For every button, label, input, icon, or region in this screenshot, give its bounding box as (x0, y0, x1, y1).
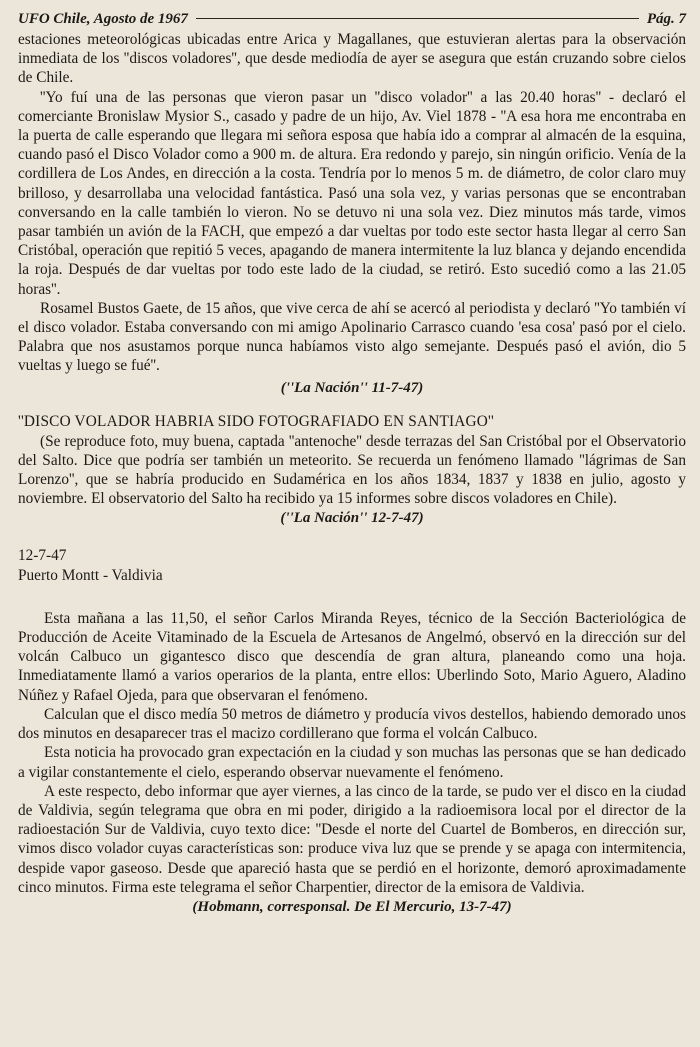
publication-title: UFO Chile, Agosto de 1967 (18, 11, 188, 27)
paragraph-photo-report: (Se reproduce foto, muy buena, captada ''antenoche'' desde terrazas del San Cristóbal por el Observatorio del Salto. Dice que podría ser también un meteorito. Se recuerda un fenómeno llamado ''lágrimas de San Lorenzo'', que se habría producido en Sudamérica en los años 1834, 1837 y 1838 en julio, agosto y noviembre. El observatorio del Salto ha recibido ya 15 informes sobre discos voladores en Chile). (18, 432, 686, 508)
page-number: Pág. 7 (646, 11, 686, 27)
paragraph-bustos-testimony: Rosamel Bustos Gaete, de 15 años, que vive cerca de ahí se acercó al periodista y declaró ''Yo también ví el disco volador. Estaba conversando con mi amigo Apolinario Carrasco cuando 'esa cosa' pasó por el cielo. Palabra que nos asustamos porque nunca habíamos visto algo semejante. Después pasó el avión, dio 5 vueltas y luego se fué''. (18, 299, 686, 375)
paragraph-continuation: estaciones meteorológicas ubicadas entre Arica y Magallanes, que estuvieran alertas para la observación inmediata de los ''discos voladores'', que desde mediodía de ayer se asegura que están cruzando sobre cielos de Chile. (18, 31, 686, 87)
paragraph-disc-size: Calculan que el disco medía 50 metros de diámetro y producía vivos destellos, habiendo demorado unos dos minutos en desaparecer tras el macizo cordillerano que forma el volcán Calbuco. (18, 705, 686, 743)
source-citation: (''La Nación'' 12-7-47) (280, 510, 424, 527)
page-header (18, 8, 686, 30)
source-citation: (''La Nación'' 11-7-47) (280, 379, 424, 396)
report-location: Puerto Montt - Valdivia (18, 566, 163, 584)
report-date: 12-7-47 (18, 547, 67, 565)
header-rule (196, 18, 639, 19)
article-headline: ''DISCO VOLADOR HABRIA SIDO FOTOGRAFIADO EN SANTIAGO'' (18, 412, 494, 430)
paragraph-valdivia-telegram: A este respecto, debo informar que ayer viernes, a las cinco de la tarde, se pudo ver el disco en la ciudad de Valdivia, según telegrama que obra en mi poder, dirigido a la radioemisora local por el director de la radioestación Sur de Valdivia, cuyo texto dice: ''Desde el norte del Cuartel de Bomberos, en dirección sur, vimos disco volador cuyas características son: produce viva luz que se prende y se apaga con intermitencia, despide vapor gaseoso. Desde que apareció hasta que se perdió en el horizonte, demoró aproximadamente cinco minutos. Firma este telegrama el señor Charpentier, director de la emisora de Valdivia. (18, 782, 686, 896)
source-citation: (Hobmann, corresponsal. De El Mercurio, 13-7-47) (192, 898, 512, 915)
paragraph-city-expectation: Esta noticia ha provocado gran expectación en la ciudad y son muchas las personas que se han dedicado a vigilar constantemente el cielo, esperando observar nuevamente el fenómeno. (18, 744, 686, 781)
paragraph-mysior-testimony: ''Yo fuí una de las personas que vieron pasar un ''disco volador'' a las 20.40 horas'' - declaró el comerciante Bronislaw Mysior S., casado y padre de un hijo, Av. Viel 1878 - ''A esa hora me encontraba en la puerta de calle esperando que llegara mi señora esposa que había ido a comprar al almacén de la esquina, cuando pasó el Disco Volador como a 900 m. de altura. Era redondo y parejo, sin ningún orificio. Venía de la cordillera de Los Andes, en dirección a la costa. Tendría por lo menos 5 m. de diámetro, de color claro muy brilloso, y desarrollaba una velocidad fantástica. Pasó una sola vez, y varias personas que se encontraban conversando en la calle también lo vieron. No se detuvo ni una sola vez. Diez minutos más tarde, vimos pasar también un avión de la FACH, que empezó a dar vueltas por todo este sector hasta llegar al cerro San Cristóbal, operación que repitió 5 veces, apagando de manera intermitente la luz blanca y dejando encendida la roja. Después de dar vueltas por todo este lado de la ciudad, se retiró. Esto sucedió como a las 21.05 horas''. (18, 88, 686, 298)
paragraph-miranda-sighting: Esta mañana a las 11,50, el señor Carlos Miranda Reyes, técnico de la Sección Bacteriológica de Producción de Aceite Vitaminado de la Escuela de Artesanos de Angelmó, observó en la dirección sur del volcán Calbuco un gigantesco disco que descendía de gran altura, planeando como una hoja. Inmediatamente llamó a varios operarios de la planta, entre ellos: Uberlindo Soto, Mario Aguero, Aladino Núñez y Rafael Ojeda, para que observaran el fenómeno. (18, 609, 686, 704)
